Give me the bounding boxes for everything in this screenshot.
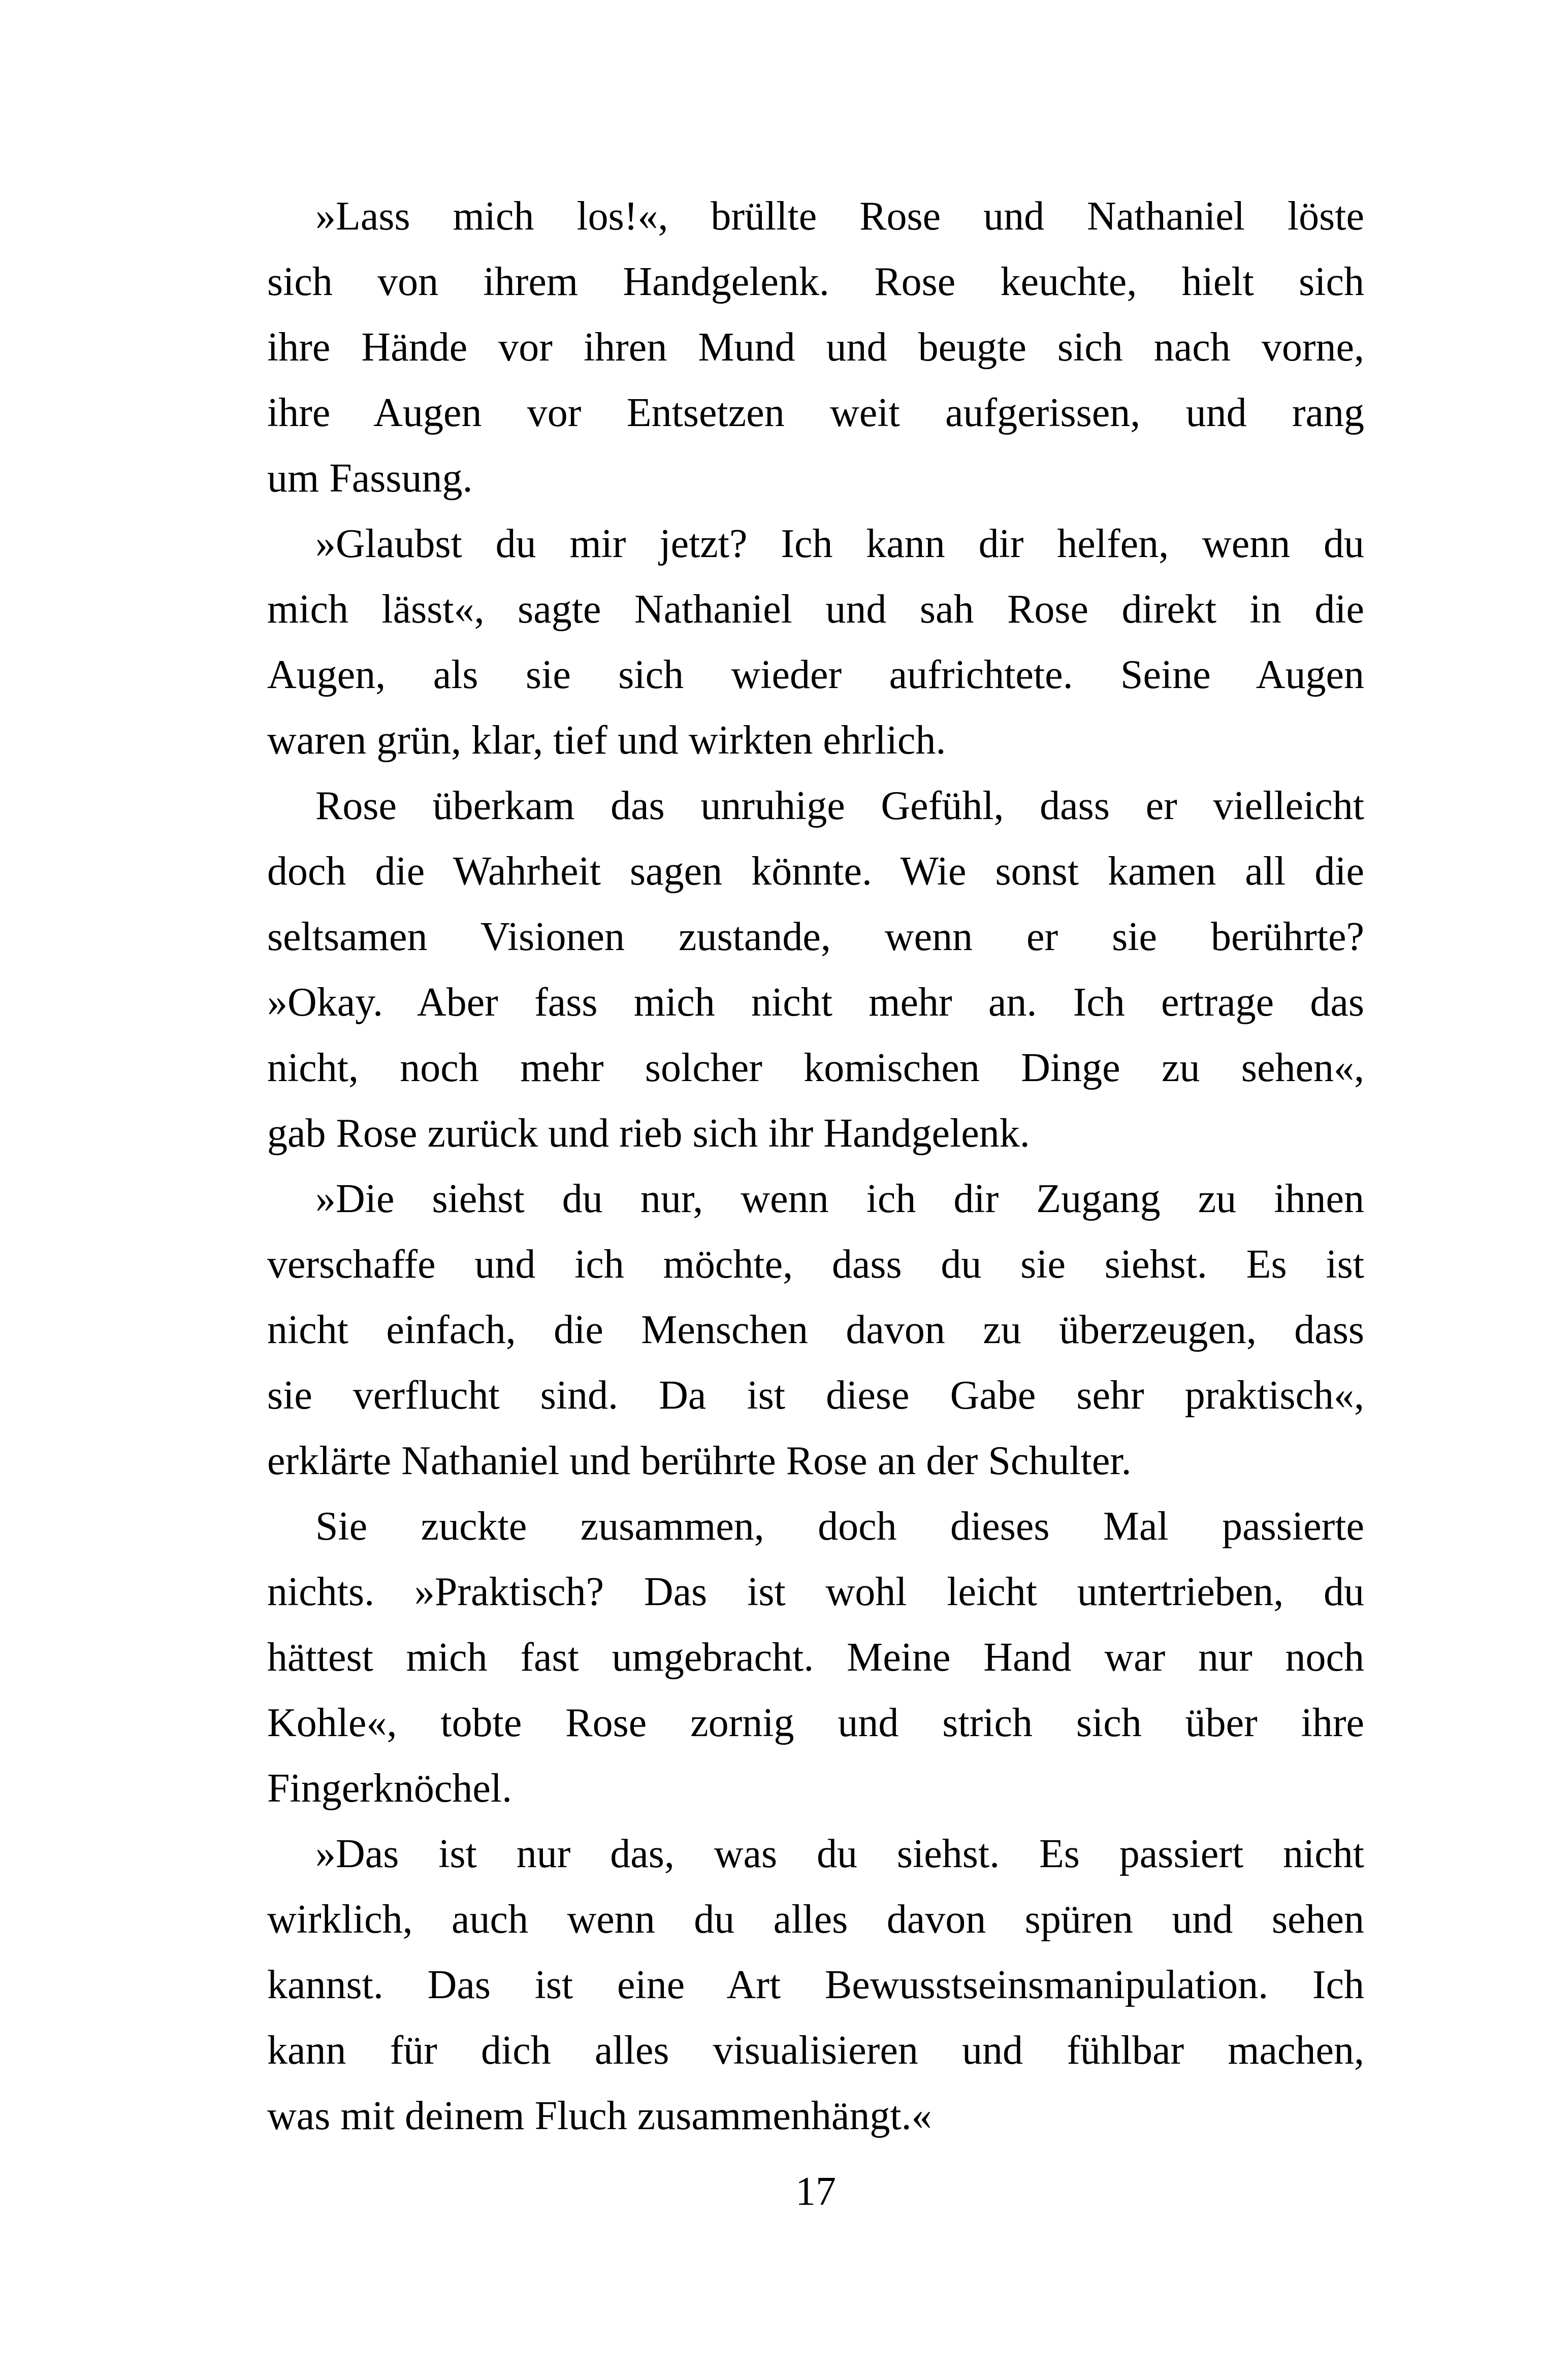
text-line: nicht einfach, die Menschen davon zu überzeugen, dass <box>267 1308 1364 1352</box>
text-line: sich von ihrem Handgelenk. Rose keuchte, hielt sich <box>267 259 1364 304</box>
paragraph <box>267 1821 1364 2149</box>
text-line: Rose überkam das unruhige Gefühl, dass er vielleicht <box>315 784 1364 828</box>
text-line: ihre Hände vor ihren Mund und beugte sich nach vorne, <box>267 325 1364 370</box>
text-line: erklärte Nathaniel und berührte Rose an der Schulter. <box>267 1439 1132 1483</box>
text-line: was mit deinem Fluch zusammenhängt.« <box>267 2094 932 2138</box>
text-line: kann für dich alles visualisieren und fühlbar machen, <box>267 2028 1364 2073</box>
text-line: um Fassung. <box>267 456 473 501</box>
text-line: kannst. Das ist eine Art Bewusstseinsmanipulation. Ich <box>267 1963 1364 2007</box>
paragraph <box>267 511 1364 773</box>
text-line: Kohle«, tobte Rose zornig und strich sich über ihre <box>267 1701 1364 1745</box>
text-line: »Glaubst du mir jetzt? Ich kann dir helfen, wenn du <box>315 521 1364 566</box>
text-line: waren grün, klar, tief und wirkten ehrlich. <box>267 718 946 763</box>
paragraph <box>267 1166 1364 1494</box>
paragraph <box>267 184 1364 511</box>
text-line: mich lässt«, sagte Nathaniel und sah Rose direkt in die <box>267 587 1364 632</box>
page-number: 17 <box>795 2169 836 2214</box>
text-line: »Lass mich los!«, brüllte Rose und Nathaniel löste <box>315 194 1364 239</box>
text-line: doch die Wahrheit sagen könnte. Wie sonst kamen all die <box>267 849 1364 894</box>
text-line: gab Rose zurück und rieb sich ihr Handgelenk. <box>267 1111 1030 1156</box>
text-line: hättest mich fast umgebracht. Meine Hand war nur noch <box>267 1635 1364 1680</box>
text-line: »Die siehst du nur, wenn ich dir Zugang zu ihnen <box>315 1177 1364 1221</box>
text-line: ihre Augen vor Entsetzen weit aufgerissen, und rang <box>267 390 1364 435</box>
text-line: Augen, als sie sich wieder aufrichtete. Seine Augen <box>267 653 1364 697</box>
text-line: Sie zuckte zusammen, doch dieses Mal passierte <box>315 1504 1364 1549</box>
text-line: sie verflucht sind. Da ist diese Gabe sehr praktisch«, <box>267 1373 1364 1418</box>
text-line: nichts. »Praktisch? Das ist wohl leicht untertrieben, du <box>267 1570 1364 1614</box>
page-text <box>267 184 1364 2149</box>
text-line: verschaffe und ich möchte, dass du sie siehst. Es ist <box>267 1242 1364 1287</box>
text-line: nicht, noch mehr solcher komischen Dinge zu sehen«, <box>267 1046 1364 1090</box>
paragraph <box>267 773 1364 1166</box>
text-line: »Okay. Aber fass mich nicht mehr an. Ich ertrage das <box>267 980 1364 1025</box>
text-line: Fingerknöchel. <box>267 1766 512 1811</box>
text-line: wirklich, auch wenn du alles davon spüren und sehen <box>267 1897 1364 1942</box>
paragraph <box>267 1494 1364 1821</box>
text-line: seltsamen Visionen zustande, wenn er sie berührte? <box>267 915 1364 959</box>
text-line: »Das ist nur das, was du siehst. Es passiert nicht <box>315 1832 1364 1876</box>
